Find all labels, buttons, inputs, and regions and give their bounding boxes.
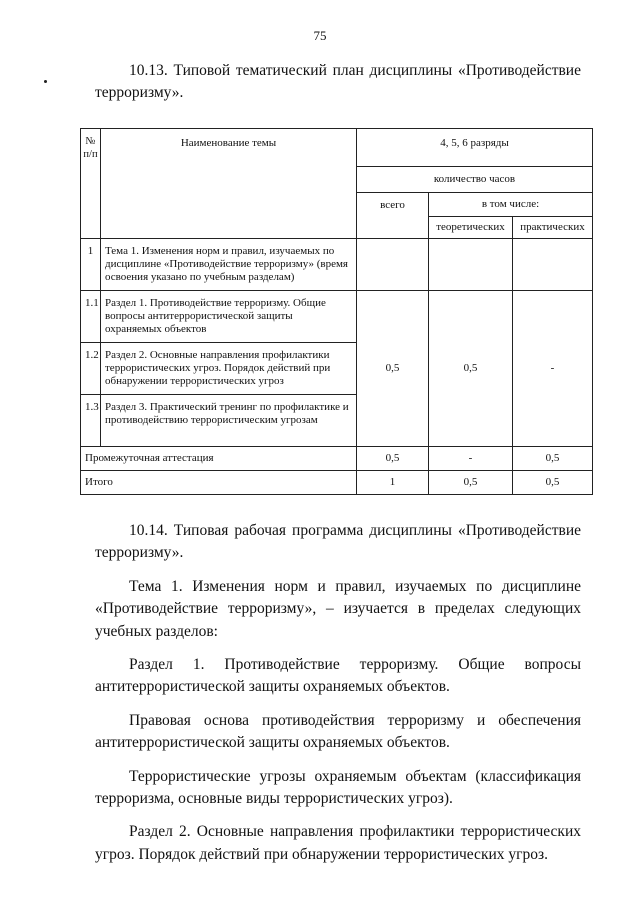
header-num: № п/п — [81, 129, 101, 239]
page-number: 75 — [313, 28, 327, 43]
row-practice-empty — [513, 239, 593, 291]
section-heading: 10.13. Типовой тематический план дисциплины «Противодействие терроризму». — [95, 62, 581, 101]
program-text — [95, 520, 581, 866]
summary-total: 1 — [357, 471, 429, 495]
row-topic: Раздел 2. Основные направления профилактики террористических угроз. Порядок действий при обнаружении террористических угроз — [101, 343, 357, 395]
header-practice: практических — [513, 217, 593, 239]
summary-practice: 0,5 — [513, 471, 593, 495]
paragraph: Тема 1. Изменения норм и правил, изучаемых по дисциплине «Противодействие терроризму», – изучается в пределах следующих учебных разделов: — [95, 577, 581, 640]
interim-label: Промежуточная аттестация — [81, 447, 357, 471]
summary-label: Итого — [81, 471, 357, 495]
sections-total: 0,5 — [357, 291, 429, 447]
paragraph: Раздел 2. Основные направления профилактики террористических угроз. Порядок действий при обнаружении террористических угроз. — [95, 823, 581, 863]
paragraph: Раздел 1. Противодействие терроризму. Общие вопросы антитеррористической защиты охраняемых объектов. — [95, 656, 581, 696]
interim-total: 0,5 — [357, 447, 429, 471]
paragraph: Правовая основа противодействия терроризму и обеспечения антитеррористической защиты охраняемых объектов. — [95, 711, 581, 752]
paragraph: 10.14. Типовая рабочая программа дисциплины «Противодействие терроризму». — [95, 522, 581, 562]
row-num: 1 — [81, 239, 101, 291]
header-total: всего — [357, 193, 429, 239]
thematic-plan-table — [80, 128, 593, 495]
paragraph: Террористические угрозы охраняемым объектам (классификация терроризма, основные виды террористических угроз). — [95, 767, 581, 808]
header-topic-name: Наименование темы — [101, 129, 357, 239]
sections-theory: 0,5 — [429, 291, 513, 447]
row-topic: Раздел 1. Противодействие терроризму. Общие вопросы антитеррористической защиты охраняемых объектов — [101, 291, 357, 343]
row-theory-empty — [429, 239, 513, 291]
interim-practice: 0,5 — [513, 447, 593, 471]
scan-dot — [44, 80, 47, 83]
header-grades: 4, 5, 6 разряды — [357, 129, 593, 167]
row-total-empty — [357, 239, 429, 291]
sections-practice: - — [513, 291, 593, 447]
header-theory: теоретических — [429, 217, 513, 239]
header-hours: количество часов — [357, 167, 593, 193]
row-num: 1.1 — [81, 291, 101, 343]
row-topic: Раздел 3. Практический тренинг по профилактике и противодействию террористическим угрозам — [101, 395, 357, 447]
header-including: в том числе: — [429, 193, 593, 217]
row-num: 1.3 — [81, 395, 101, 447]
summary-theory: 0,5 — [429, 471, 513, 495]
row-num: 1.2 — [81, 343, 101, 395]
row-topic: Тема 1. Изменения норм и правил, изучаемых по дисциплине «Противодействие терроризму» (время освоения указано по учебным разделам) — [101, 239, 357, 291]
interim-theory: - — [429, 447, 513, 471]
